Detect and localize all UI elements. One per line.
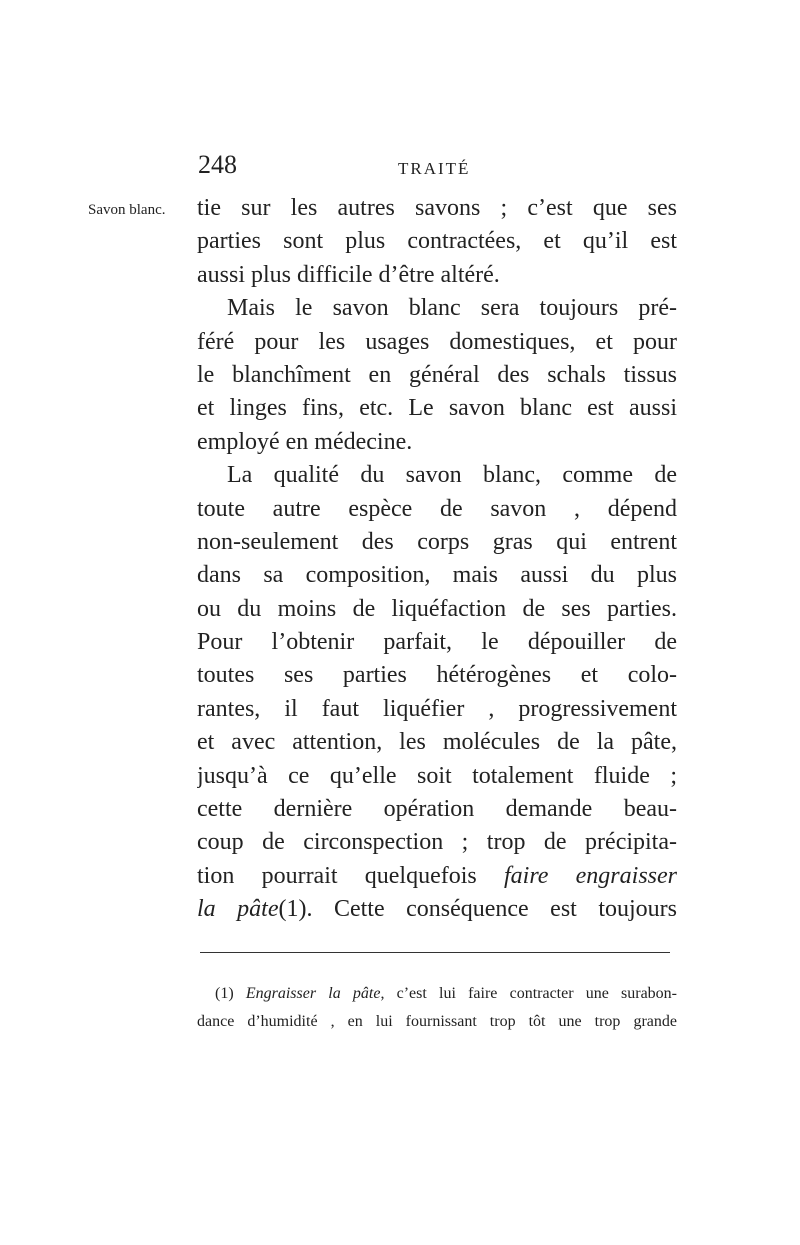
text-line: toutes ses parties hétérogènes et colo- xyxy=(197,662,677,689)
text-line: tie sur les autres savons ; c’est que ses xyxy=(197,195,677,221)
italic-term: faire engraisser xyxy=(503,862,677,889)
text-line: jusqu’à ce qu’elle soit totalement fluide ; xyxy=(197,762,677,789)
text-line: employé en médecine. xyxy=(197,428,413,455)
footnote-line: dance d’humidité , en lui fournissant trop tôt une trop grande xyxy=(197,1013,677,1030)
text-line: cette dernière opération demande beau- xyxy=(197,796,677,823)
footnote-marker: (1) xyxy=(215,985,234,1002)
footnote-line xyxy=(197,980,677,1008)
text-line: le blanchîment en général des schals tissus xyxy=(197,361,677,388)
text-line: aussi plus difficile d’être altéré. xyxy=(197,261,500,288)
text-line: et avec attention, les molécules de la pâte, xyxy=(197,729,677,756)
running-head: TRAITÉ xyxy=(398,159,471,178)
text-line: parties sont plus contractées, et qu’il est xyxy=(197,228,677,255)
text-line: féré pour les usages domestiques, et pour xyxy=(197,328,677,355)
text-run: tion pourrait quelquefois xyxy=(197,862,477,889)
text-line: ou du moins de liquéfaction de ses parties. xyxy=(197,595,677,622)
text-line: coup de circonspection ; trop de précipita- xyxy=(197,829,677,856)
text-line: rantes, il faut liquéfier , progressivement xyxy=(197,695,677,722)
footnote-rule xyxy=(200,952,670,953)
page-number: 248 xyxy=(198,150,237,179)
body-text xyxy=(197,192,677,927)
text-line: non-seulement des corps gras qui entrent xyxy=(197,528,677,555)
margin-note: Savon blanc. xyxy=(88,202,166,218)
text-line: toute autre espèce de savon , dépend xyxy=(197,495,677,522)
footnote-term: Engraisser la pâte xyxy=(245,985,381,1002)
text-line: et linges fins, etc. Le savon blanc est aussi xyxy=(197,395,677,422)
text-line: La qualité du savon blanc, comme de xyxy=(227,462,677,489)
text-line: Pour l’obtenir parfait, le dépouiller de xyxy=(197,629,677,656)
footnotes xyxy=(197,980,677,1036)
text-run: , c’est lui faire contracter une surabon- xyxy=(380,985,677,1002)
text-line-mixed xyxy=(197,860,677,893)
text-line-mixed xyxy=(197,893,677,926)
text-run: (1). Cette conséquence est toujours xyxy=(278,896,677,923)
text-line: dans sa composition, mais aussi du plus xyxy=(197,562,677,589)
text-line: Mais le savon blanc sera toujours pré- xyxy=(227,295,677,322)
italic-term: la pâte xyxy=(197,896,279,923)
